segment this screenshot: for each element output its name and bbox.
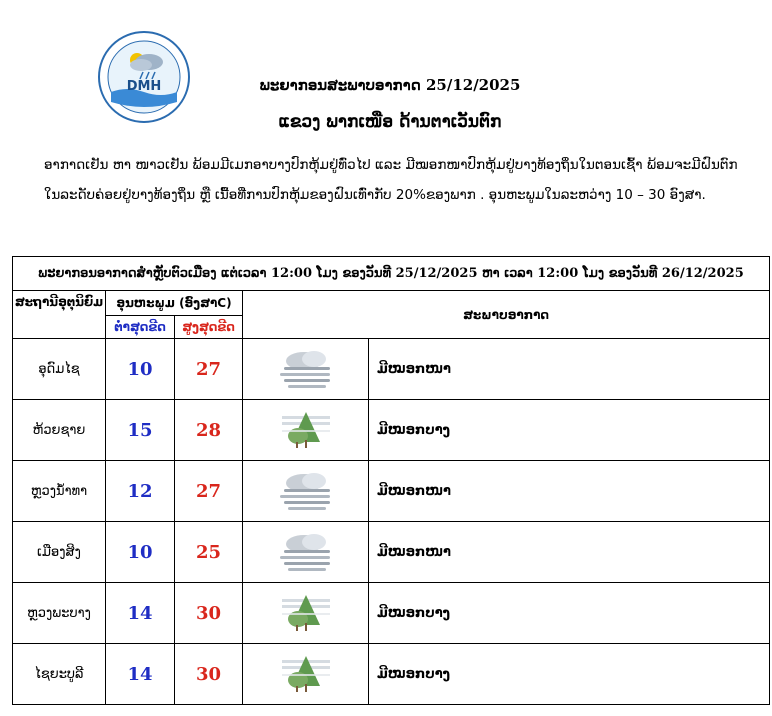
svg-text:DMH: DMH — [126, 79, 162, 94]
col-max-header: ສູງສຸດຂີດ — [175, 316, 243, 339]
min-temp: 14 — [106, 583, 175, 644]
max-temp: 28 — [175, 400, 243, 461]
table-row — [13, 400, 770, 461]
table-row — [13, 644, 770, 705]
max-temp: 30 — [175, 583, 243, 644]
mist-icon — [276, 652, 336, 696]
station-name: ເມືອງສິງ — [13, 522, 106, 583]
mist-icon — [276, 591, 336, 635]
min-temp: 14 — [106, 644, 175, 705]
table-row — [13, 583, 770, 644]
weather-desc: ມີໝອກໜາ — [369, 522, 770, 583]
table-row — [13, 461, 770, 522]
weather-desc: ມີໝອກບາງ — [369, 583, 770, 644]
table-row — [13, 522, 770, 583]
weather-desc: ມີໝອກບາງ — [369, 644, 770, 705]
forecast-table — [12, 256, 770, 705]
min-temp: 10 — [106, 339, 175, 400]
station-name: ໄຊຍະບູລີ — [13, 644, 106, 705]
fog-icon — [276, 469, 336, 513]
max-temp: 27 — [175, 339, 243, 400]
col-temp-header: ອຸນຫະພູມ (ອົງສາC) — [106, 291, 243, 316]
col-weather-header: ສະພາບອາກາດ — [243, 291, 770, 339]
table-caption: ພະຍາກອນອາກາດສຳຫຼັບຕົວເມືອງ ແຕ່ເວລາ 12:00 ໂມງ ຂອງວັນທີ 25/12/2025 ຫາ ເວລາ 12:00 ໂມງ ຂອງວັນທີ 26/12/2025 — [13, 257, 770, 291]
min-temp: 10 — [106, 522, 175, 583]
station-name: ຫຼວງນ້ຳທາ — [13, 461, 106, 522]
col-min-header: ຕໍ່າສຸດຂີດ — [106, 316, 175, 339]
max-temp: 27 — [175, 461, 243, 522]
station-name: ອຸດົມໄຊ — [13, 339, 106, 400]
fog-icon — [276, 530, 336, 574]
table-row — [13, 339, 770, 400]
weather-desc: ມີໝອກໜາ — [369, 461, 770, 522]
col-station-header: ສະຖານີອຸຕຸນິຍົມ — [13, 291, 106, 339]
max-temp: 25 — [175, 522, 243, 583]
mist-icon — [276, 408, 336, 452]
max-temp: 30 — [175, 644, 243, 705]
weather-desc: ມີໝອກໜາ — [369, 339, 770, 400]
page-title: ພະຍາກອນສະພາບອາກາດ 25/12/2025 — [259, 76, 521, 94]
dmh-logo — [97, 30, 191, 124]
station-name: ຫ້ວຍຊາຍ — [13, 400, 106, 461]
min-temp: 12 — [106, 461, 175, 522]
page-subtitle: ແຂວງ ພາກເໜືອ ດ້ານຕາເວັນຕົກ — [278, 112, 502, 132]
weather-desc: ມີໝອກບາງ — [369, 400, 770, 461]
station-name: ຫຼວງພະບາງ — [13, 583, 106, 644]
min-temp: 15 — [106, 400, 175, 461]
fog-icon — [276, 347, 336, 391]
forecast-summary: ອາກາດເຢັນ ຫາ ໜາວເຢັນ ພ້ອມມີເມກອາບາງປົກຫຸ້ມຢູ່ທົ່ວໄປ ແລະ ມີໝອກໜາປົກຫຸ້ມຢູ່ບາງທ້ອງຖິ່ນໃນຕອນເຊົ້າ ພ້ອມຈະມີຝົນຕົກໃນລະດັບຄ່ອຍຢູ່ບາງທ້ອງຖິ່ນ ຫຼື ເນື້ອທີ່ການປົກຫຸ້ມຂອງຝົນເທົ່າກັບ 20%ຂອງພາກ . ອຸນຫະພູມໃນລະຫວ່າງ 10 – 30 ອົງສາ. — [44, 157, 738, 203]
